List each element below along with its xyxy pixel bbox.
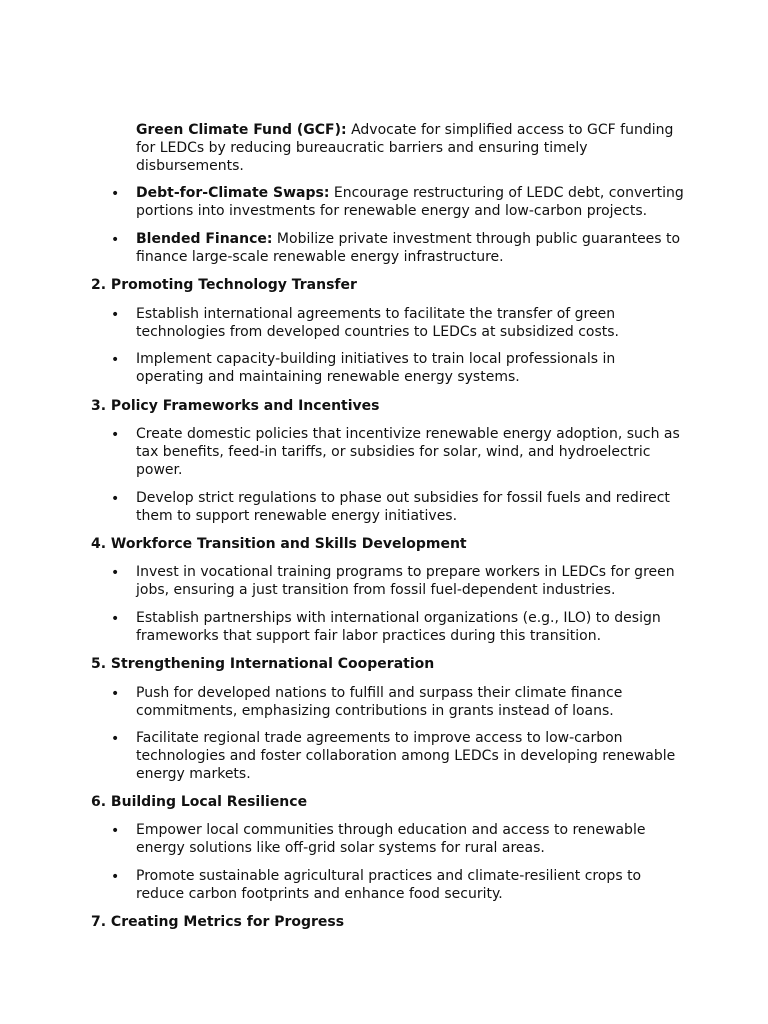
section-heading: 5. Strengthening International Cooperation <box>91 656 435 672</box>
section-heading: 7. Creating Metrics for Progress <box>91 914 345 930</box>
bullet-icon: • <box>111 232 120 248</box>
bullet-icon: • <box>111 352 120 368</box>
list-item <box>136 184 684 220</box>
list-item: Establish partnerships with international organizations (e.g., ILO) to design frameworks that support fair labor practices during this transition. <box>136 610 661 645</box>
item-term: Green Climate Fund (GCF): <box>136 122 347 138</box>
list-item: Facilitate regional trade agreements to improve access to low-carbon technologies and foster collaboration among LEDCs in developing renewable energy markets. <box>136 730 676 783</box>
bullet-icon: • <box>111 686 120 702</box>
list-item: Empower local communities through education and access to renewable energy solutions like off-grid solar systems for rural areas. <box>136 822 646 857</box>
list-item: Push for developed nations to fulfill and surpass their climate finance commitments, emphasizing contributions in grants instead of loans. <box>136 685 623 720</box>
bullet-icon: • <box>111 427 120 443</box>
section-heading: 3. Policy Frameworks and Incentives <box>91 398 380 414</box>
list-item: Promote sustainable agricultural practices and climate-resilient crops to reduce carbon footprints and enhance food security. <box>136 868 642 903</box>
item-term: Debt-for-Climate Swaps: <box>136 185 330 201</box>
bullet-icon: • <box>111 731 120 747</box>
bullet-icon: • <box>111 869 120 885</box>
bullet-icon: • <box>111 823 120 839</box>
item-text: Encourage restructuring of LEDC debt, converting portions into investments for renewable energy and low-carbon projects. <box>136 185 684 220</box>
section-heading: 2. Promoting Technology Transfer <box>91 277 357 293</box>
section-heading: 4. Workforce Transition and Skills Development <box>91 536 467 552</box>
list-item: Develop strict regulations to phase out subsidies for fossil fuels and redirect them to support renewable energy initiatives. <box>136 490 670 525</box>
bullet-icon: • <box>111 491 120 507</box>
bullet-icon: • <box>111 307 120 323</box>
list-item: Implement capacity-building initiatives to train local professionals in operating and maintaining renewable energy systems. <box>136 351 616 386</box>
list-item: Establish international agreements to facilitate the transfer of green technologies from developed countries to LEDCs at subsidized costs. <box>136 306 619 341</box>
bullet-icon: • <box>111 565 120 581</box>
bullet-icon: • <box>111 611 120 627</box>
list-item: Create domestic policies that incentivize renewable energy adoption, such as tax benefits, feed-in tariffs, or subsidies for solar, wind, and hydroelectric power. <box>136 426 680 479</box>
section-heading: 6. Building Local Resilience <box>91 794 308 810</box>
item-text: Mobilize private investment through public guarantees to finance large-scale renewable energy infrastructure. <box>136 231 681 266</box>
list-item <box>136 121 684 176</box>
bullet-icon: • <box>111 186 120 202</box>
list-item: Invest in vocational training programs to prepare workers in LEDCs for green jobs, ensuring a just transition from fossil fuel-dependent industries. <box>136 564 675 599</box>
list-item <box>136 230 684 266</box>
item-term: Blended Finance: <box>136 231 273 247</box>
item-text: Advocate for simplified access to GCF funding for LEDCs by reducing bureaucratic barriers and ensuring timely disbursements. <box>136 122 674 175</box>
